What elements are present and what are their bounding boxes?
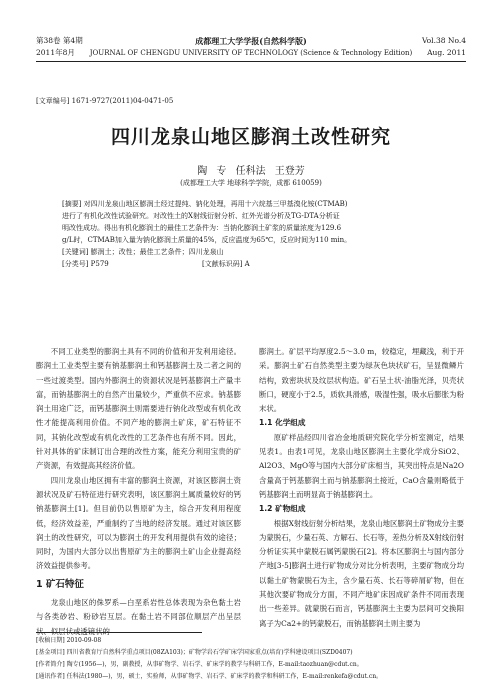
- footnote-rule: [36, 632, 202, 633]
- paragraph: 龙泉山地区的侏罗系—白垩系岩性总体表现为杂色黏土岩与各类砂岩、粉砂岩互层。在黏土岩不同部位顺层产出呈层状、似层状或透镜状的: [36, 598, 241, 636]
- section-heading: 1 矿石特征: [36, 578, 84, 590]
- abstract-line: 进行了有机化改性试验研究。对改性土的X射线衍射分析、红外光谱分析及TG-DTA分析证: [62, 212, 340, 220]
- journal-name-cn: 成都理工大学学报(自然科学版): [195, 36, 307, 46]
- subsection-heading: 1.1 化学组成: [259, 418, 306, 428]
- date-cn: 2011年8月: [36, 48, 75, 57]
- keywords: [关键词] 膨润土；改性；最佳工艺条件；四川龙泉山: [62, 248, 224, 256]
- abstract: [62, 198, 436, 270]
- volume-issue-en: Vol.38 No.4: [421, 36, 466, 45]
- document-code: [文献标识码] A: [202, 260, 250, 268]
- journal-name-en: JOURNAL OF CHENGDU UNIVERSITY OF TECHNOLOGY (Science & Technology Edition): [89, 49, 413, 57]
- fund-project: [基金项目] 四川省教育厅自然科学重点项目(08ZA103)；矿物学岩石学矿床学国家重点(培育)学科建设项目(SZD0407): [36, 649, 353, 656]
- paragraph: 原矿样品经四川省冶金地质研究院化学分析室测定，结果见表1。由表1可见，龙泉山地区膨润土主要化学成分SiO2、Al2O3、MgO等与国内大部分矿床相当，其突出特点是Na2O含量高于钙基膨润土而与钠基膨润土接近，CaO含量则略低于钙基膨润土而明显高于钠基膨润土。: [259, 432, 464, 499]
- header-rule: [36, 61, 466, 62]
- author-bio: [作者简介] 陶专(1956—)，男，副教授，从事矿物学、岩石学、矿床学的教学与科研工作，E-mail:taozhuan@cdut.cn。: [36, 661, 363, 668]
- corresponding-author: [通讯作者] 任科法(1980—)，男，硕士，实验师，从事矿物学、岩石学、矿床学的教学和科研工作，E-mail:renkefa@cdut.cn。: [36, 673, 383, 680]
- date-en: Aug. 2011: [427, 48, 466, 57]
- affiliation: (成都理工大学 地球科学学院，成都 610059): [180, 179, 322, 187]
- paragraph: 膨润土。矿层平均厚度2.5～3.0 m，较稳定，埋藏浅，利于开采。膨润土矿石自然类型主要为绿灰色块状矿石，呈显微鳞片结构，致密块状及纹层状构造。矿石呈土状-油脂光泽，贝壳状断口，硬度小于2.5，质软具滑感，吸湿性强，吸水后膨胀为粉末状。: [259, 347, 464, 414]
- left-column: [36, 345, 241, 639]
- paragraph: 四川龙泉山地区拥有丰富的膨润土资源，对该区膨润土资源状况及矿石特征进行研究表明，该区膨润土属质量较好的钙钠基膨润土[1]。但目前仍以售原矿为主，综合开发利用程度低，经济效益差，严重制约了当地的经济发展。通过对该区膨润土的改性研究，可以为膨润土的开发利用提供有效的途径；同时，为国内大部分以出售原矿为主的膨润土矿山企业提高经济效益提供参考。: [36, 475, 241, 571]
- paragraph: 不同工业类型的膨润土具有不同的价值和开发利用途径。膨润土工业类型主要有钠基膨润土和钙基膨润土及二者之间的一些过渡类型。国内外膨润土的资源状况是钙基膨润土产量丰富，而钠基膨润土的自然产出量较少，严重供不应求。钠基膨润土用途广泛，而钙基膨润土则需要进行钠化改型或有机化改性才能提高利用价值。不同产地的膨润土矿床，矿石特征不同，其钠化改型或有机化改性的工艺条件也有所不同。因此，针对具体的矿床制订出合理的改性方案，能充分利用宝贵的矿产资源，有效提高其经济价值。: [36, 347, 241, 471]
- abstract-line: 明改性成功。得出有机化膨润土的最佳工艺条件为：当钠化膨润土矿浆的质量浓度为129.6: [62, 224, 342, 232]
- abstract-line: [摘要] 对四川龙泉山地区膨润土经过提纯、钠化处理，再用十六烷基三甲基溴化铵(CTMAB): [62, 200, 348, 208]
- received-date: [收稿日期] 2010-09-08: [36, 637, 102, 644]
- volume-issue-cn: 第38卷 第4期: [36, 36, 83, 45]
- authors: 陶 专 任科法 王登芳: [197, 166, 305, 177]
- article-title: 四川龙泉山地区膨润土改性研究: [110, 126, 391, 148]
- abstract-line: g/L时，CTMAB加入量为钠化膨润土质量的45%，反应温度为65℃，反应时间为110 min。: [62, 236, 352, 244]
- classification-row: [62, 258, 436, 270]
- footnotes: [36, 635, 466, 683]
- clc-number: [分类号] P579: [62, 260, 109, 268]
- article-id: [文章编号] 1671-9727(2011)04-0471-05: [36, 97, 174, 105]
- right-column: [259, 345, 464, 631]
- subsection-heading: 1.2 矿物组成: [259, 504, 306, 514]
- paragraph: 根据X射线衍射分析结果，龙泉山地区膨润土矿物成分主要为蒙脱石，少量石英、方解石、长石等，差热分析及X射线衍射分析证实其中蒙脱石属钙蒙脱石[2]。将本区膨润土与国内部分产地[3-5]膨润土进行矿物成分对比分析表明，主要矿物成分均以黏土矿物蒙脱石为主，含少量石英、长石等碎屑矿物，但在其他次要矿物成分方面，不同产地矿床因成矿条件不同而表现出一些差异。就蒙脱石而言，钙基膨润土主要为层间可交换阳离子为Ca2+的钙蒙脱石，而钠基膨润土则主要为: [259, 518, 464, 628]
